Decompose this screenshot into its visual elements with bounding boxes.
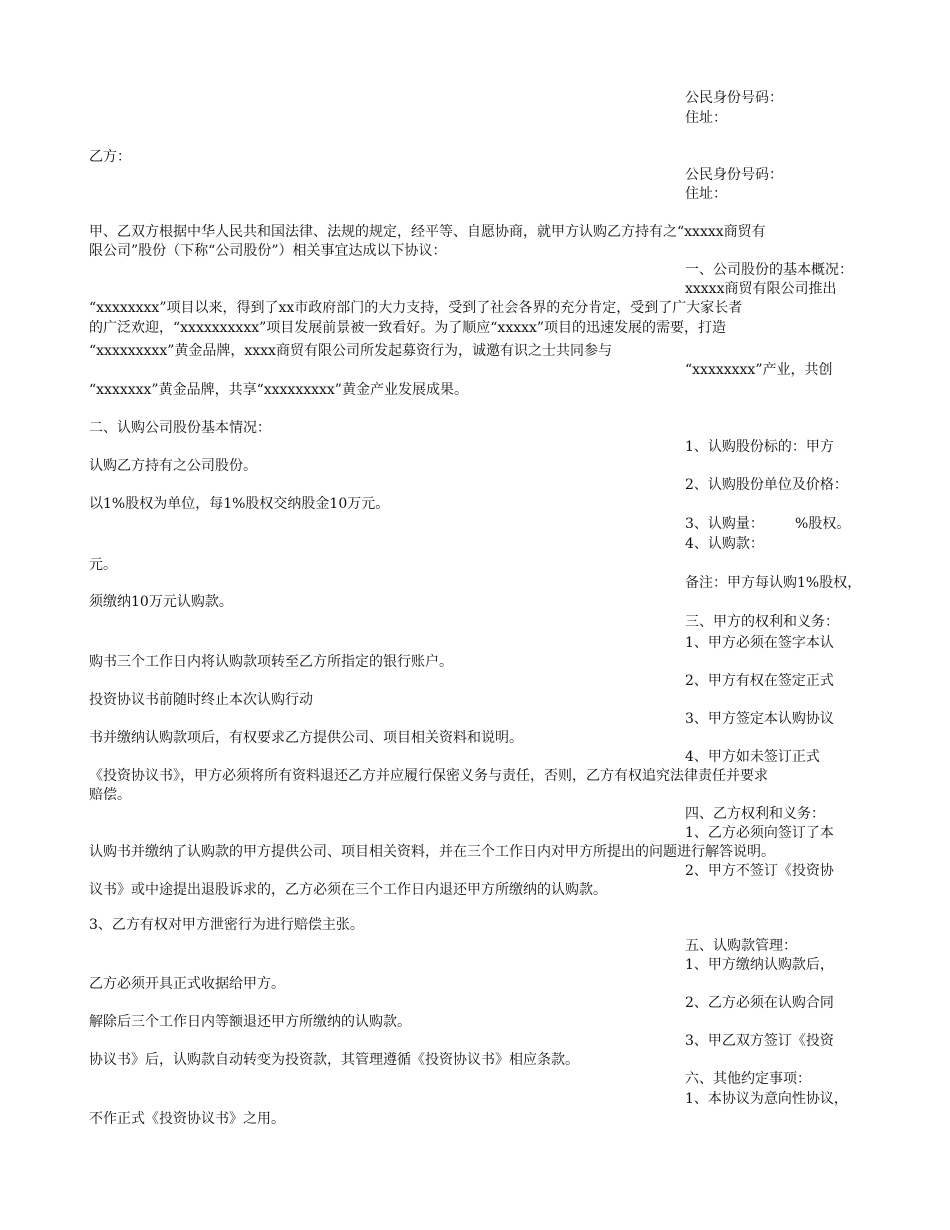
section2-item-2-cont: 以1%股权为单位，每1%股权交纳股金10万元。 (89, 496, 390, 512)
section1-right-1: xxxxx商贸有限公司推出 (685, 281, 837, 297)
section4-heading: 四、乙方权利和义务： (685, 806, 825, 822)
section5-heading: 五、认购款管理： (685, 938, 797, 954)
party-b-title: 乙方： (89, 149, 131, 165)
party-a-address-label: 住址： (685, 110, 727, 126)
section4-item-1-cont: 认购书并缴纳了认购款的甲方提供公司、项目相关资料，并在三个工作日内对甲方所提出的问题进行解答说明。 (89, 844, 775, 860)
section5-item-3: 3、甲乙双方签订《投资 (685, 1033, 834, 1049)
section1-right-2: “xxxxxxxx”产业，共创 (685, 362, 833, 378)
section1-heading: 一、公司股份的基本概况： (685, 262, 853, 278)
section1-line-3: “xxxxxxxxx”黄金品牌，xxxx商贸有限公司所发起募资行为，诚邀有识之士共同参与 (89, 343, 612, 359)
section2-note: 备注：甲方每认购1%股权， (685, 575, 862, 591)
section4-item-2: 2、甲方不签订《投资协 (685, 863, 834, 879)
intro-line-2: 限公司”股份（下称“公司股份”）相关事宜达成以下协议： (89, 243, 447, 259)
section6-item-1: 1、本协议为意向性协议， (685, 1091, 848, 1107)
section5-item-1-cont: 乙方必须开具正式收据给甲方。 (89, 976, 285, 992)
section1-line-1: “xxxxxxxx”项目以来，得到了xx市政府部门的大力支持，受到了社会各界的充分肯定，受到了广大家长者 (89, 300, 743, 316)
section3-item-2-cont: 投资协议书前随时终止本次认购行动 (89, 692, 313, 708)
section6-heading: 六、其他约定事项： (685, 1071, 811, 1087)
section3-item-4-cont-1: 《投资协议书》，甲方必须将所有资料退还乙方并应履行保密义务与责任，否则，乙方有权追究法律责任并要求 (89, 768, 768, 784)
section5-item-3-cont: 协议书》后，认购款自动转变为投资款，其管理遵循《投资协议书》相应条款。 (89, 1052, 579, 1068)
section1-line-4: “xxxxxxx”黄金品牌，共享“xxxxxxxxx”黄金产业发展成果。 (89, 382, 468, 398)
section2-item-1: 1、认购股份标的：甲方 (685, 439, 834, 455)
intro-line-1: 甲、乙双方根据中华人民共和国法律、法规的规定，经平等、自愿协商，就甲方认购乙方持有之“xxxxx商贸有 (89, 224, 766, 240)
party-b-address-label: 住址： (685, 186, 727, 202)
section3-item-3: 3、甲方签定本认购协议 (685, 711, 834, 727)
section2-item-2: 2、认购股份单位及价格： (685, 477, 848, 493)
section5-item-1: 1、甲方缴纳认购款后， (685, 957, 834, 973)
section5-item-2-cont: 解除后三个工作日内等额退还甲方所缴纳的认购款。 (89, 1014, 411, 1030)
section4-item-3: 3、乙方有权对甲方泄密行为进行赔偿主张。 (89, 917, 364, 933)
section2-item-3: 3、认购量： %股权。 (685, 516, 851, 532)
section2-item-4-cont: 元。 (89, 557, 117, 573)
section3-heading: 三、甲方的权利和义务： (685, 614, 839, 630)
section4-item-2-cont: 议书》或中途提出退股诉求的，乙方必须在三个工作日内退还甲方所缴纳的认购款。 (89, 882, 607, 898)
section1-line-2: 的广泛欢迎，“xxxxxxxxxx”项目发展前景被一致看好。为了顺应“xxxxx”项目的迅速发展的需要，打造 (89, 320, 727, 336)
section3-item-2: 2、甲方有权在签定正式 (685, 673, 834, 689)
party-b-id-label: 公民身份号码： (685, 167, 783, 183)
section6-item-1-cont: 不作正式《投资协议书》之用。 (89, 1111, 285, 1127)
section2-note-cont: 须缴纳10万元认购款。 (89, 594, 233, 610)
party-a-id-label: 公民身份号码： (685, 90, 783, 106)
section2-item-1-cont: 认购乙方持有之公司股份。 (89, 458, 257, 474)
section3-item-1: 1、甲方必须在签字本认 (685, 635, 834, 651)
section3-item-1-cont: 购书三个工作日内将认购款项转至乙方所指定的银行账户。 (89, 654, 453, 670)
section3-item-3-cont: 书并缴纳认购款项后，有权要求乙方提供公司、项目相关资料和说明。 (89, 730, 523, 746)
section4-item-1: 1、乙方必须向签订了本 (685, 825, 834, 841)
section2-item-4: 4、认购款： (685, 536, 764, 552)
section5-item-2: 2、乙方必须在认购合同 (685, 995, 834, 1011)
section2-heading: 二、认购公司股份基本情况： (89, 420, 271, 436)
section3-item-4-cont-2: 赔偿。 (89, 787, 131, 803)
section3-item-4: 4、甲方如未签订正式 (685, 749, 820, 765)
